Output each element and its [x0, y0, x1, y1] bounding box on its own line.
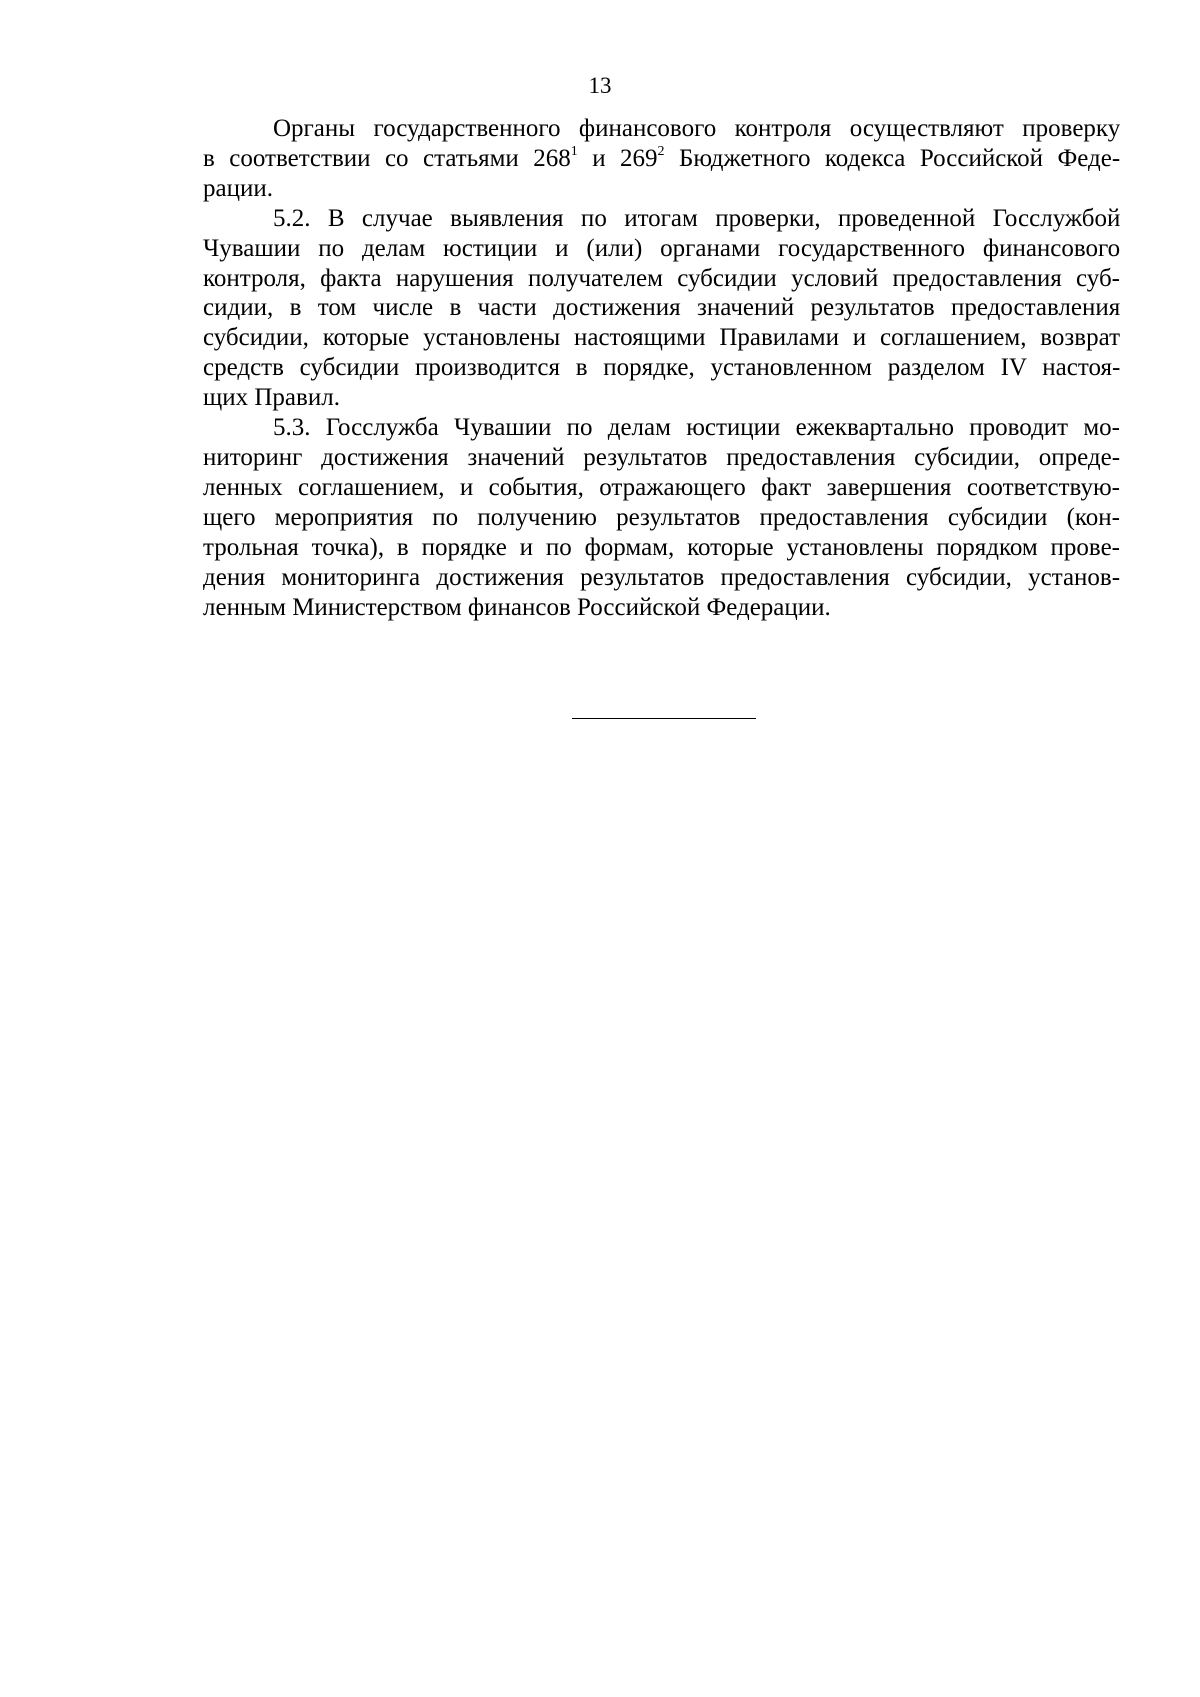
text-line-content: Бюджетного кодекса Российской Феде-: [664, 144, 1120, 172]
paragraph-financial-control: [203, 114, 1120, 204]
text-line-content: и 269: [577, 144, 658, 172]
text-line-content: в соответствии со статьями 268: [203, 144, 571, 172]
text-line-content: ленным Министерством финансов Российской Федерации.: [203, 593, 831, 621]
text-line: [203, 174, 1120, 204]
text-line: [203, 383, 1120, 413]
text-line: [203, 473, 1120, 503]
text-line-content: дения мониторинга достижения результатов предоставления субсидии, установ-: [203, 563, 1120, 591]
text-line-content: ниторинг достижения значений результатов предоставления субсидии, опреде-: [203, 443, 1120, 471]
text-line-content: рации.: [203, 174, 273, 202]
end-of-document-rule: [572, 718, 756, 719]
text-line: [203, 413, 1120, 443]
text-line: [203, 353, 1120, 383]
text-line-content: 5.3. Госслужба Чувашии по делам юстиции ежеквартально проводит мо-: [273, 414, 1120, 442]
page-number: 13: [588, 73, 612, 98]
text-line: [203, 264, 1120, 294]
text-line: [203, 114, 1120, 144]
text-line: [203, 293, 1120, 323]
text-line: [203, 593, 1120, 623]
text-line-content: сидии, в том числе в части достижения значений результатов предоставления: [203, 294, 1120, 322]
text-line-content: Чувашии по делам юстиции и (или) органами государственного финансового: [203, 234, 1120, 262]
superscript-article-269: 2: [657, 143, 665, 159]
text-line-content: средств субсидии производится в порядке, установленном разделом IV настоя-: [203, 354, 1120, 382]
paragraph-5-3: [203, 413, 1120, 622]
text-line: [203, 323, 1120, 353]
text-line: [203, 204, 1120, 234]
text-line-content: 5.2. В случае выявления по итогам проверки, проведенной Госслужбой: [273, 204, 1120, 232]
paragraph-5-2: [203, 204, 1120, 413]
text-line: [203, 563, 1120, 593]
text-line: [203, 234, 1120, 264]
text-line-content: щих Правил.: [203, 384, 340, 412]
text-line-content: контроля, факта нарушения получателем субсидии условий предоставления суб-: [203, 264, 1120, 292]
text-line-content: Органы государственного финансового контроля осуществляют проверку: [273, 115, 1120, 142]
document-body: [203, 114, 1120, 622]
text-line: [203, 144, 1120, 174]
text-line-content: субсидии, которые установлены настоящими Правилами и соглашением, возврат: [203, 324, 1120, 352]
text-line-content: трольная точка), в порядке и по формам, которые установлены порядком прове-: [203, 533, 1120, 561]
text-line: [203, 503, 1120, 533]
text-line-content: ленных соглашением, и события, отражающего факт завершения соответствую-: [203, 473, 1120, 501]
text-line-content: щего мероприятия по получению результатов предоставления субсидии (кон-: [203, 503, 1120, 531]
text-line: [203, 533, 1120, 563]
superscript-article-268: 1: [570, 143, 578, 159]
text-line: [203, 443, 1120, 473]
